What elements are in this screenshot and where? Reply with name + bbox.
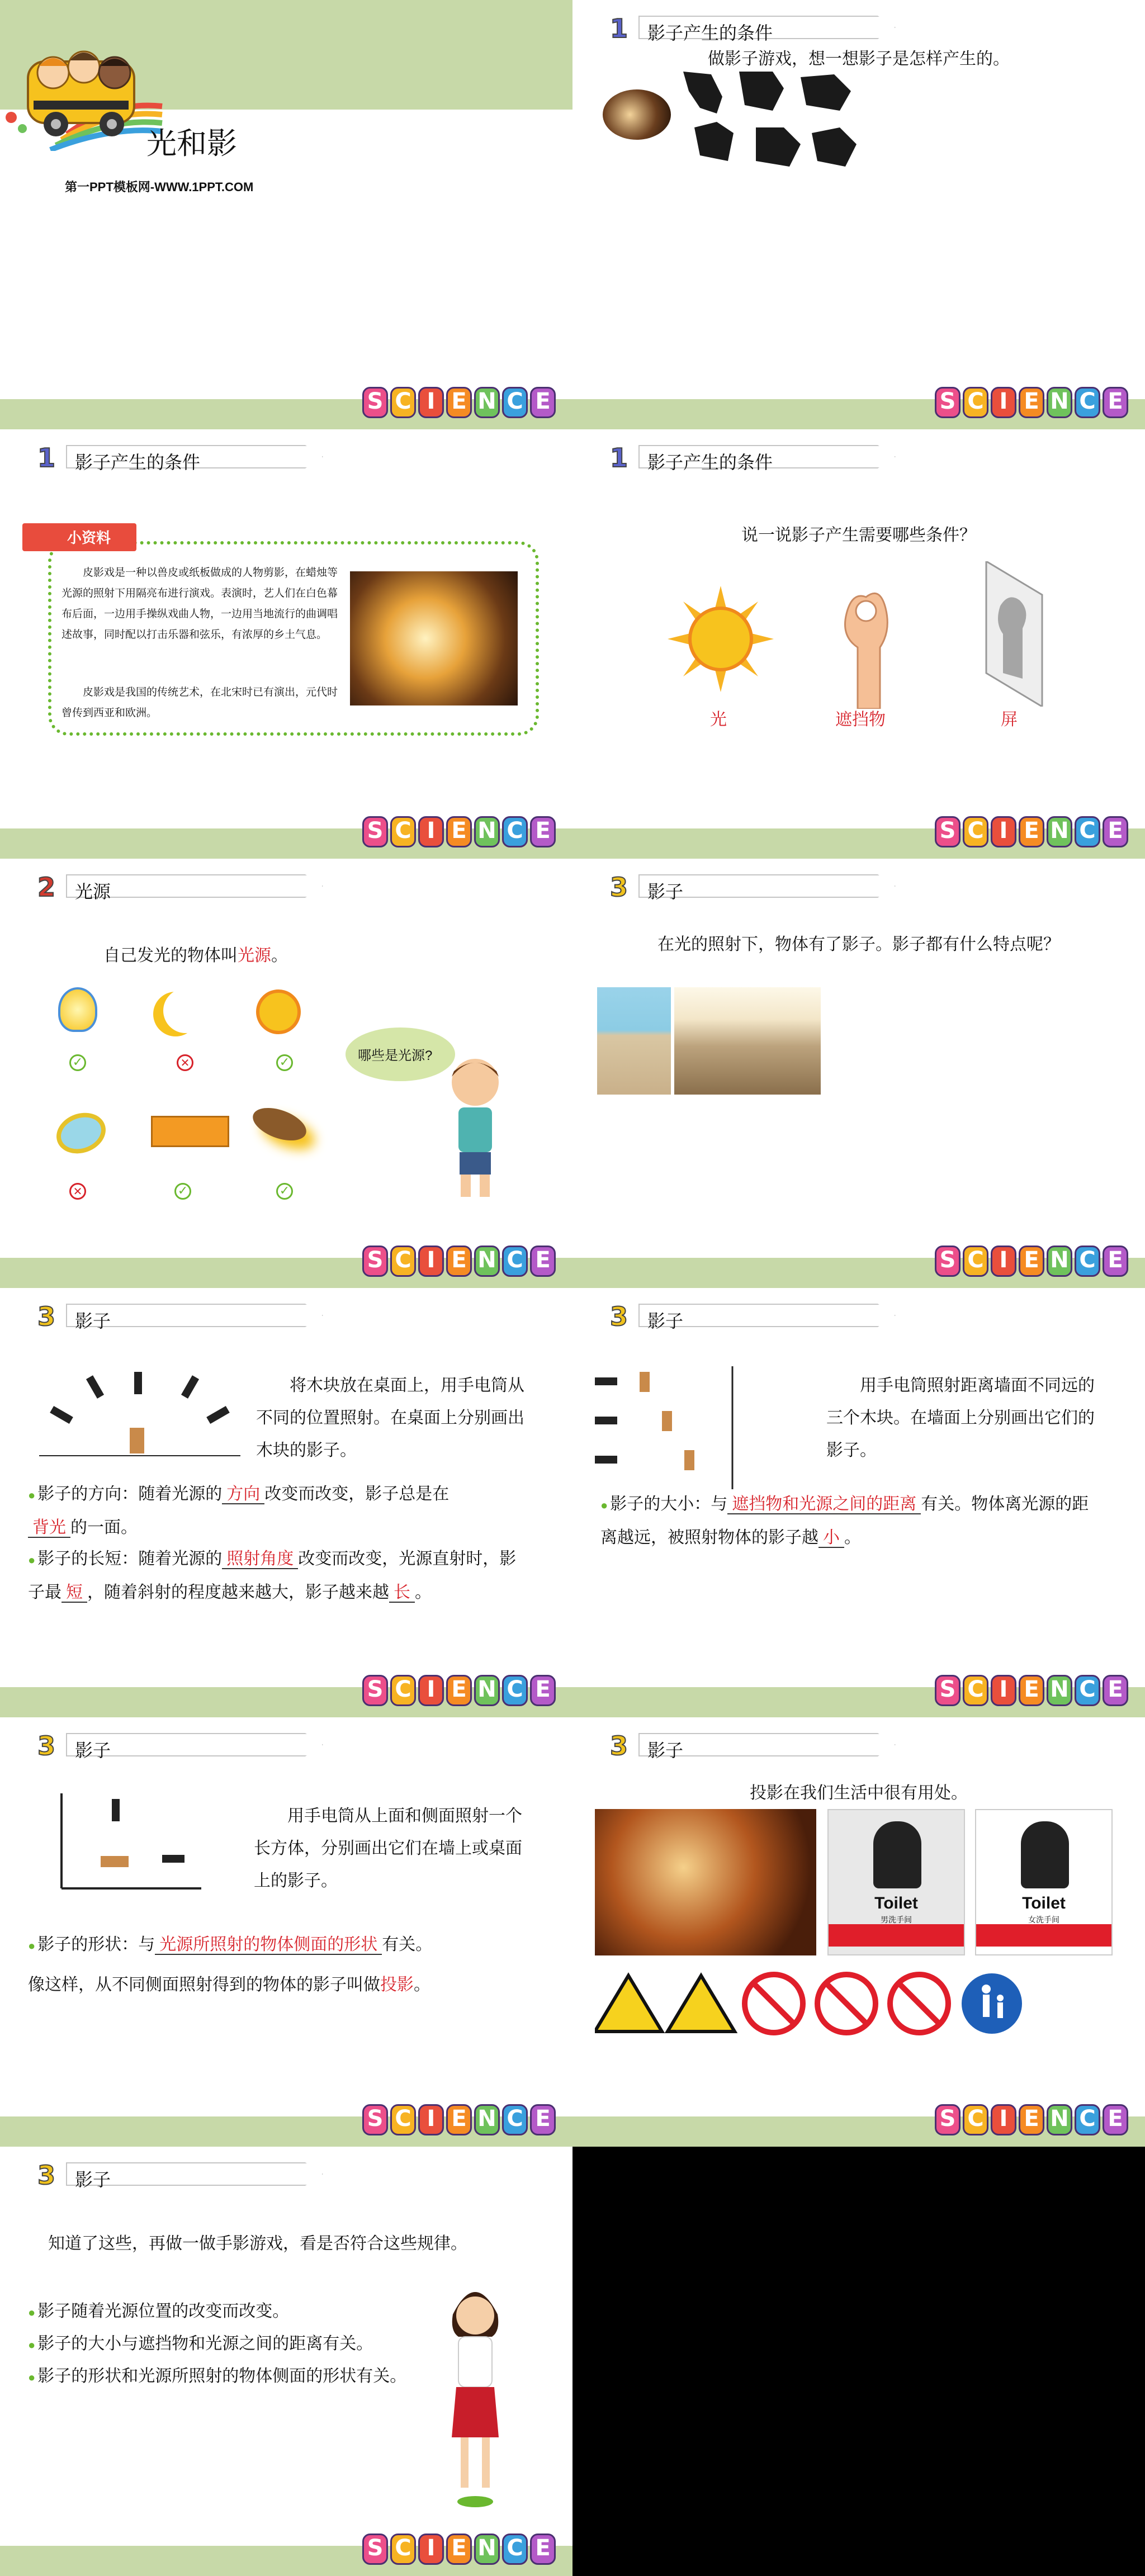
direction-line: ● 影子的方向：随着光源的 方向 改变而改变，影子总是在 背光 的一面。	[28, 1478, 531, 1544]
slide-shadow-conditions	[572, 429, 1145, 859]
section-title: 影子产生的条件	[647, 23, 773, 43]
section-header: 3 影子	[34, 1300, 324, 1329]
teacher-illustration	[425, 2275, 526, 2510]
toilet-sign-male	[827, 1809, 965, 1955]
section-header: 3 影子	[606, 1300, 897, 1329]
toilet-sign-female	[975, 1809, 1113, 1955]
slide-shadow-uses	[572, 1717, 1145, 2147]
flashlight-distance-diagram	[589, 1366, 757, 1489]
slide-shadow-play-info	[0, 429, 572, 859]
flashlight-projection-diagram	[56, 1793, 201, 1894]
check-mark-4: ✓	[276, 1183, 293, 1200]
definition-text: 自己发光的物体叫光源。	[103, 946, 288, 965]
moon-icon	[163, 988, 208, 1033]
warning-sign-2	[668, 1976, 735, 2032]
science-logo: S C I E N C E	[935, 816, 1128, 847]
science-logo: S C I E N C E	[935, 2104, 1128, 2135]
slide-light-source	[0, 859, 572, 1288]
section-title: 影子	[647, 1311, 684, 1331]
slide-shadow-shape	[0, 1717, 572, 2147]
question-text: 说一说影子产生需要哪些条件？	[741, 526, 976, 544]
intro-text: 知道了这些，再做一做手影游戏，看是否符合这些规律。	[48, 2234, 467, 2253]
section-number: 1	[609, 13, 628, 44]
section-header: 3 影子	[606, 871, 897, 900]
boy-illustration	[436, 1054, 520, 1200]
toilet-sub-male: 男洗手间	[881, 1915, 912, 1924]
section-title: 光源	[75, 882, 111, 902]
experiment-paragraph: 用手电筒从上面和侧面照射一个长方体，分别画出它们在墙上或桌面上的影子。	[254, 1807, 522, 1890]
section-header: 3 影子	[34, 2159, 324, 2188]
pedestrian-sign	[962, 1973, 1022, 2034]
slide-shadow-game	[572, 0, 1145, 429]
info-badge-label: 小资料	[67, 529, 111, 546]
experiment-paragraph: 将木块放在桌面上，用手电筒从不同的位置照射。在桌面上分别画出木块的影子。	[256, 1376, 524, 1460]
science-logo: S C I E N C E	[362, 816, 556, 847]
size-line: ● 影子的大小：与 遮挡物和光源之间的距离 有关。物体离光源的距离越远，被照射物体的影子越 小 。	[600, 1488, 1104, 1554]
slide-title	[0, 0, 572, 429]
slide-shadow-features	[572, 859, 1145, 1288]
science-logo: S C I E N C E	[362, 387, 556, 418]
empty-slide-area	[572, 2147, 1145, 2576]
section-header: 2 光源	[34, 871, 324, 900]
website-text: 第一PPT模板网-WWW.1PPT.COM	[65, 180, 254, 194]
intro-text: 做影子游戏，想一想影子是怎样产生的。	[708, 50, 1010, 68]
section-header: 1 影子产生的条件	[34, 442, 324, 471]
summary-bullet-1: ● 影子随着光源位置的改变而改变。	[28, 2295, 531, 2329]
prohibition-sign-1	[745, 1974, 803, 2033]
mirror-icon	[51, 1106, 112, 1161]
check-mark-1: ✓	[69, 1054, 86, 1071]
projection-sentence: 像这样，从不同侧面照射得到的物体的影子叫做投影。	[28, 1976, 430, 1994]
flashlight-angles-diagram	[39, 1366, 240, 1461]
slide-shadow-size	[572, 1288, 1145, 1717]
section-header: 3 影子	[34, 1730, 324, 1759]
science-logo: S C I E N C E	[935, 1675, 1128, 1706]
science-logo: S C I E N C E	[362, 2534, 556, 2565]
school-bus-illustration	[0, 22, 168, 151]
sun-icon	[668, 586, 774, 692]
cross-mark-2: ✕	[69, 1183, 86, 1200]
prohibition-sign-2	[817, 1974, 876, 2033]
matchbox-icon	[151, 1116, 229, 1147]
firefly-icon	[248, 1101, 310, 1147]
section-title: 影子产生的条件	[75, 452, 201, 472]
shadow-play-photo	[350, 571, 518, 705]
sun-small-icon	[256, 989, 301, 1034]
prohibition-sign-3	[890, 1974, 948, 2033]
section-title: 影子	[75, 1740, 111, 1760]
science-logo: S C I E N C E	[935, 387, 1128, 418]
section-title: 影子	[647, 882, 684, 902]
toilet-sub-female: 女洗手间	[1028, 1915, 1059, 1924]
slide-summary	[0, 2147, 572, 2576]
section-title: 影子	[75, 1311, 111, 1331]
shape-line: ● 影子的形状：与 光源所照射的物体侧面的形状 有关。	[28, 1929, 531, 1962]
intro-text: 投影在我们生活中很有用处。	[750, 1784, 968, 1802]
science-logo: S C I E N C E	[362, 2104, 556, 2135]
summary-bullet-3: ● 影子的形状和光源所照射的物体侧面的形状有关。	[28, 2360, 531, 2394]
section-header: 1 影子产生的条件	[606, 442, 897, 471]
section-header	[606, 12, 897, 44]
summary-bullet-2: ● 影子的大小与遮挡物和光源之间的距离有关。	[28, 2328, 531, 2361]
experiment-paragraph: 用手电筒照射距离墙面不同远的三个木块。在墙面上分别画出它们的影子。	[826, 1376, 1095, 1460]
label-blocker: 遮挡物	[835, 711, 886, 729]
section-title: 影子	[647, 1740, 684, 1760]
candle-shadow-photo	[603, 89, 671, 140]
info-paragraph-2: 皮影戏是我国的传统艺术，在北宋时已有演出，元代时曾传到西亚和欧洲。	[61, 686, 338, 719]
label-screen: 屏	[1001, 711, 1018, 729]
toilet-label-male: Toilet	[874, 1894, 918, 1912]
section-title: 影子产生的条件	[647, 452, 773, 472]
beach-umbrella-photo	[597, 987, 671, 1095]
shadow-play-stage-photo	[595, 1809, 816, 1955]
speech-bubble-text: 哪些是光源?	[358, 1048, 433, 1063]
length-line: ● 影子的长短：随着光源的 照射角度 改变而改变，光源直射时，影子最 短 ，随着斜射的程度越来越大，影子越来越 长 。	[28, 1543, 531, 1609]
science-logo: S C I E N C E	[935, 1246, 1128, 1277]
hand-icon	[835, 580, 897, 709]
traffic-signs	[595, 1970, 1126, 2037]
science-logo: S C I E N C E	[362, 1246, 556, 1277]
label-light: 光	[710, 711, 727, 729]
question-text: 在光的照射下，物体有了影子。影子都有什么特点呢？	[657, 935, 1060, 954]
check-mark-3: ✓	[174, 1183, 191, 1200]
slide-title-text: 光和影	[146, 127, 237, 160]
cross-mark-1: ✕	[177, 1054, 193, 1071]
lightbulb-icon	[58, 987, 97, 1032]
warning-sign-1	[595, 1976, 662, 2032]
check-mark-2: ✓	[276, 1054, 293, 1071]
beach-person-photo	[674, 987, 821, 1095]
section-title: 影子	[75, 2170, 111, 2190]
section-header: 3 影子	[606, 1730, 897, 1759]
screen-icon	[981, 561, 1048, 707]
slide-shadow-direction-length	[0, 1288, 572, 1717]
hand-shadow-pictures	[672, 66, 985, 172]
science-logo: S C I E N C E	[362, 1675, 556, 1706]
toilet-label-female: Toilet	[1022, 1894, 1066, 1912]
info-paragraph-1: 皮影戏是一种以兽皮或纸板做成的人物剪影，在蜡烛等光源的照射下用隔亮布进行演戏。表演时，艺人们在白色幕布后面，一边用手操纵戏曲人物，一边用当地流行的曲调唱述故事，同时配以打击乐器和弦乐，有浓厚的乡土气息。	[61, 567, 338, 641]
